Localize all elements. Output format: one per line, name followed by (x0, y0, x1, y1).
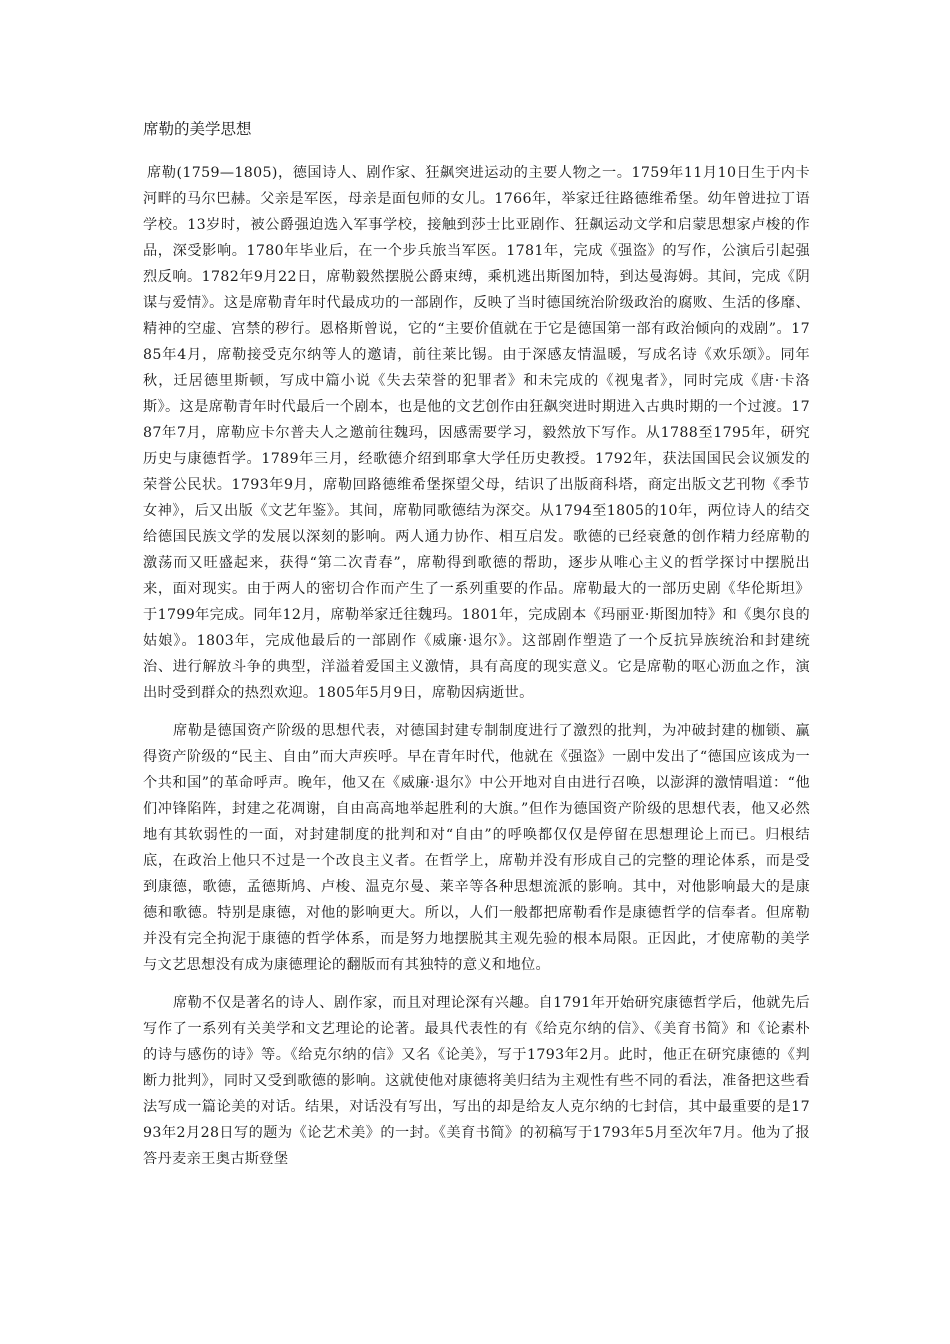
paragraph-works: 席勒不仅是著名的诗人、剧作家，而且对理论深有兴趣。自1791年开始研究康德哲学后，他就先后写作了一系列有关美学和文艺理论的论著。最具代表性的有《给克尔纳的信》、《美育书简》和《论素朴的诗与感伤的诗》等。《给克尔纳的信》又名《论美》，写于1793年2月。此时，他正在研究康德的《判断力批判》，同时又受到歌德的影响。这就使他对康德将美归结为主观性有些不同的看法，准备把这些看法写成一篇论美的对话。结果，对话没有写出，写出的却是给友人克尔纳的七封信，其中最重要的是1793年2月28日写的题为《论艺术美》的一封。《美育书简》的初稿写于1793年5月至次年7月。他为了报答丹麦亲王奥古斯登堡 (143, 995, 810, 1167)
paragraph-biography: 席勒(1759—1805)，德国诗人、剧作家、狂飙突进运动的主要人物之一。1759年11月10日生于内卡河畔的马尔巴赫。父亲是军医，母亲是面包师的女儿。1766年，举家迁往路德维希堡。幼年曾进拉丁语学校。13岁时，被公爵强迫选入军事学校，接触到莎士比亚剧作、狂飙运动文学和启蒙思想家卢梭的作品，深受影响。1780年毕业后，在一个步兵旅当军医。1781年，完成《强盗》的写作，公演后引起强烈反响。1782年9月22日，席勒毅然摆脱公爵束缚，乘机逃出斯图加特，到达曼海姆。其间，完成《阴谋与爱情》。这是席勒青年时代最成功的一部剧作，反映了当时德国统治阶级政治的腐败、生活的侈靡、精神的空虚、宫禁的秽行。恩格斯曾说，它的“主要价值就在于它是德国第一部有政治倾向的戏剧”。1785年4月，席勒接受克尔纳等人的邀请，前往莱比锡。由于深感友情温暖，写成名诗《欢乐颂》。同年秋，迁居德里斯顿，写成中篇小说《失去荣誉的犯罪者》和未完成的《视鬼者》，同时完成《唐·卡洛斯》。这是席勒青年时代最后一个剧本，也是他的文艺创作由狂飙突进时期进入古典时期的一个过渡。1787年7月，席勒应卡尔普夫人之邀前往魏玛，因感需要学习，毅然放下写作。从1788至1795年，研究历史与康德哲学。1789年三月，经歌德介绍到耶拿大学任历史教授。1792年，获法国国民会议颁发的荣誉公民状。1793年9月，席勒回路德维希堡探望父母，结识了出版商科塔，商定出版文艺刊物《季节女神》，后又出版《文艺年鉴》。其间，席勒同歌德结为深交。从1794至1805的10年，两位诗人的结交给德国民族文学的发展以深刻的影响。两人通力协作、相互启发。歌德的已经衰惫的创作精力经席勒的激荡而又旺盛起来，获得“第二次青春”，席勒得到歌德的帮助，逐步从唯心主义的哲学探讨中摆脱出来，面对现实。由于两人的密切合作而产生了一系列重要的作品。席勒最大的一部历史剧《华伦斯坦》于1799年完成。同年12月，席勒举家迁往魏玛。1801年，完成剧本《玛丽亚·斯图加特》和《奥尔良的姑娘》。1803年，完成他最后的一部剧作《威廉·退尔》。这部剧作塑造了一个反抗异族统治和封建统治、进行解放斗争的典型，洋溢着爱国主义激情，具有高度的现实意义。它是席勒的呕心沥血之作，演出时受到群众的热烈欢迎。1805年5月9日，席勒因病逝世。 (143, 165, 810, 701)
document-title: 席勒的美学思想 (143, 120, 252, 138)
document-page (143, 118, 810, 1172)
paragraph-thought: 席勒是德国资产阶级的思想代表，对德国封建专制制度进行了激烈的批判，为冲破封建的枷锁、赢得资产阶级的“民主、自由”而大声疾呼。早在青年时代，他就在《强盗》一剧中发出了“德国应该成为一个共和国”的革命呼声。晚年，他又在《威廉·退尔》中公开地对自由进行召唤，以澎湃的激情唱道：“他们冲锋陷阵，封建之花凋谢，自由高高地举起胜利的大旗。”但作为德国资产阶级的思想代表，他又必然地有其软弱性的一面，对封建制度的批判和对“自由”的呼唤都仅仅是停留在思想理论上而已。归根结底，在政治上他只不过是一个改良主义者。在哲学上，席勒并没有形成自己的完整的理论体系，而是受到康德，歌德，孟德斯鸠、卢梭、温克尔曼、莱辛等各种思想流派的影响。其中，对他影响最大的是康德和歌德。特别是康德，对他的影响更大。所以，人们一般都把席勒看作是康德哲学的信奉者。但席勒并没有完全拘泥于康德的哲学体系，而是努力地摆脱其主观先验的根本局限。正因此，才使席勒的美学与文艺思想没有成为康德理论的翻版而有其独特的意义和地位。 (143, 723, 810, 973)
